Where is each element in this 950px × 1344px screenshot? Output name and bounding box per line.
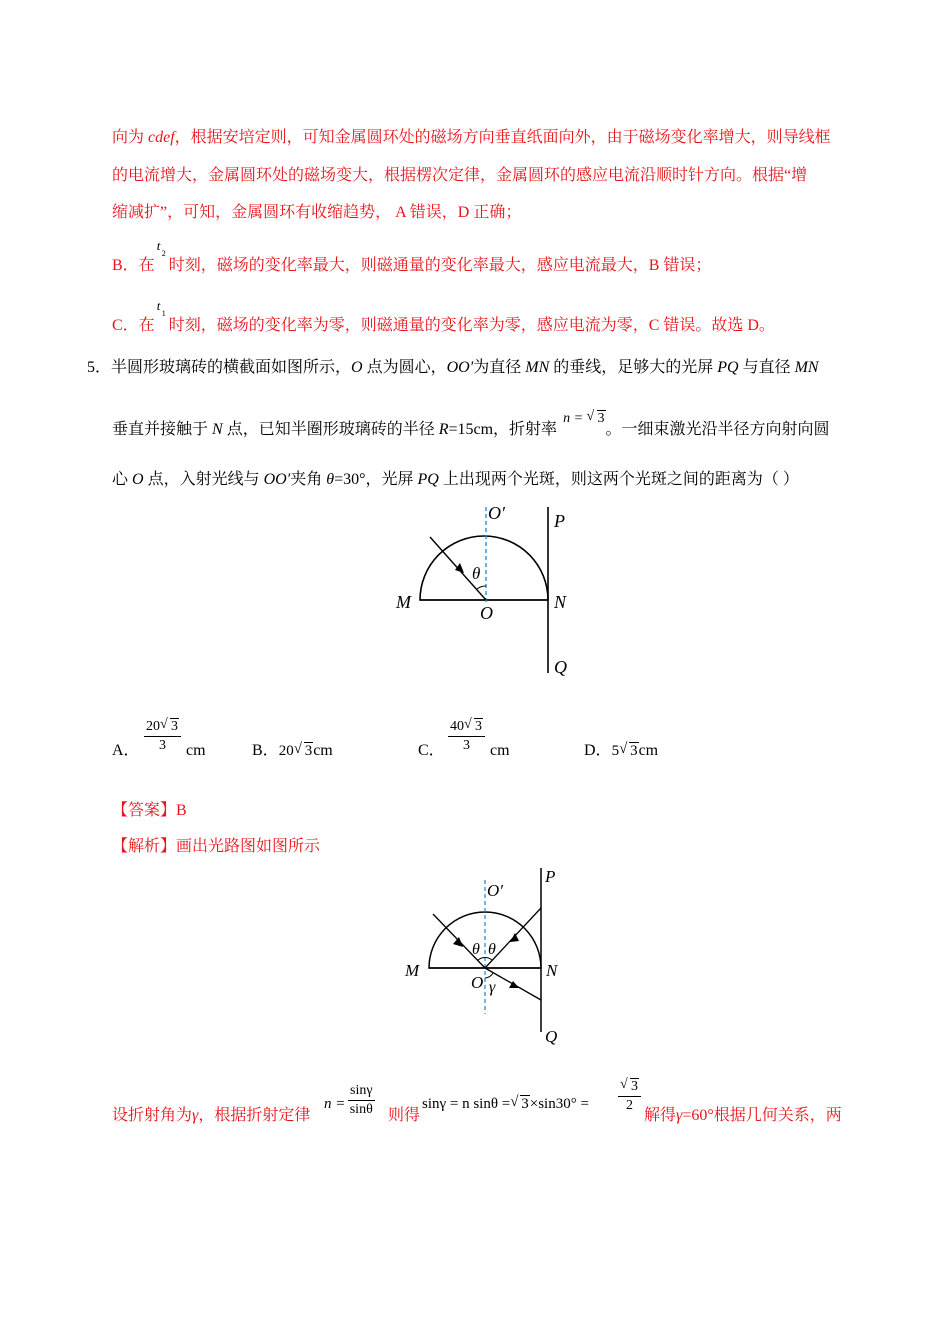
answer-label: 【答案】B [112, 802, 187, 819]
question-stem-line-1: 5．半圆形玻璃砖的横截面如图所示，O 点为圆心，OO′为直径 MN 的垂线，足够大的光屏 PQ 与直径 MN [87, 359, 819, 376]
analysis-label: 【解析】画出光路图如图所示 [112, 838, 321, 855]
question-stem-line-2: 垂直并接触于 N 点，已知半圈形玻璃砖的半径 R=15cm，折射率n = √ 3。一细束激光沿半径方向射向圆 [112, 409, 830, 438]
label-n: N [546, 961, 558, 980]
solution-line-1: 向为 cdef，根据安培定则，可知金属圆环处的磁场方向垂直纸面向外，由于磁场变化率增大，则导线框 [112, 129, 831, 146]
label-p: P [545, 867, 556, 886]
label-theta-incident: θ [472, 941, 480, 958]
label-q: Q [545, 1027, 558, 1046]
figure-semicircle-glass [380, 495, 600, 685]
label-o: O [480, 603, 493, 623]
label-q: Q [554, 657, 567, 677]
label-p: P [554, 511, 565, 531]
label-o-prime: O′ [488, 503, 505, 523]
label-o: O [471, 973, 484, 992]
figure-light-path [395, 862, 575, 1052]
label-m: M [396, 592, 411, 612]
solution-option-b: B．在 t 2 时刻，磁场的变化率最大，则磁通量的变化率最大，感应电流最大，B 错误； [112, 238, 712, 274]
label-theta-reflected: θ [488, 941, 496, 958]
solution-line-3: 缩减扩”，可知，金属圆环有收缩趋势， A 错误，D 正确； [112, 204, 522, 221]
label-m: M [405, 961, 420, 980]
option-b: B．20 √ 3cm [252, 741, 333, 759]
label-o-prime: O′ [487, 881, 503, 900]
label-gamma: γ [489, 979, 496, 996]
solution-option-c: C．在 t 1 时刻，磁场的变化率为零，则磁通量的变化率为零，感应电流为零，C 错误。故选 D。 [112, 298, 775, 334]
solution-line-2: 的电流增大，金属圆环处的磁场变大，根据楞次定律，金属圆环的感应电流沿顺时针方向。根据“增 [112, 167, 808, 184]
question-stem-line-3: 心 O 点，入射光线与 OO′夹角 θ=30°，光屏 PQ 上出现两个光斑，则这两个光斑之间的距离为（ ） [112, 471, 799, 488]
option-d: D．5 √ 3cm [584, 741, 659, 759]
label-theta: θ [472, 564, 481, 583]
label-n: N [554, 592, 567, 612]
